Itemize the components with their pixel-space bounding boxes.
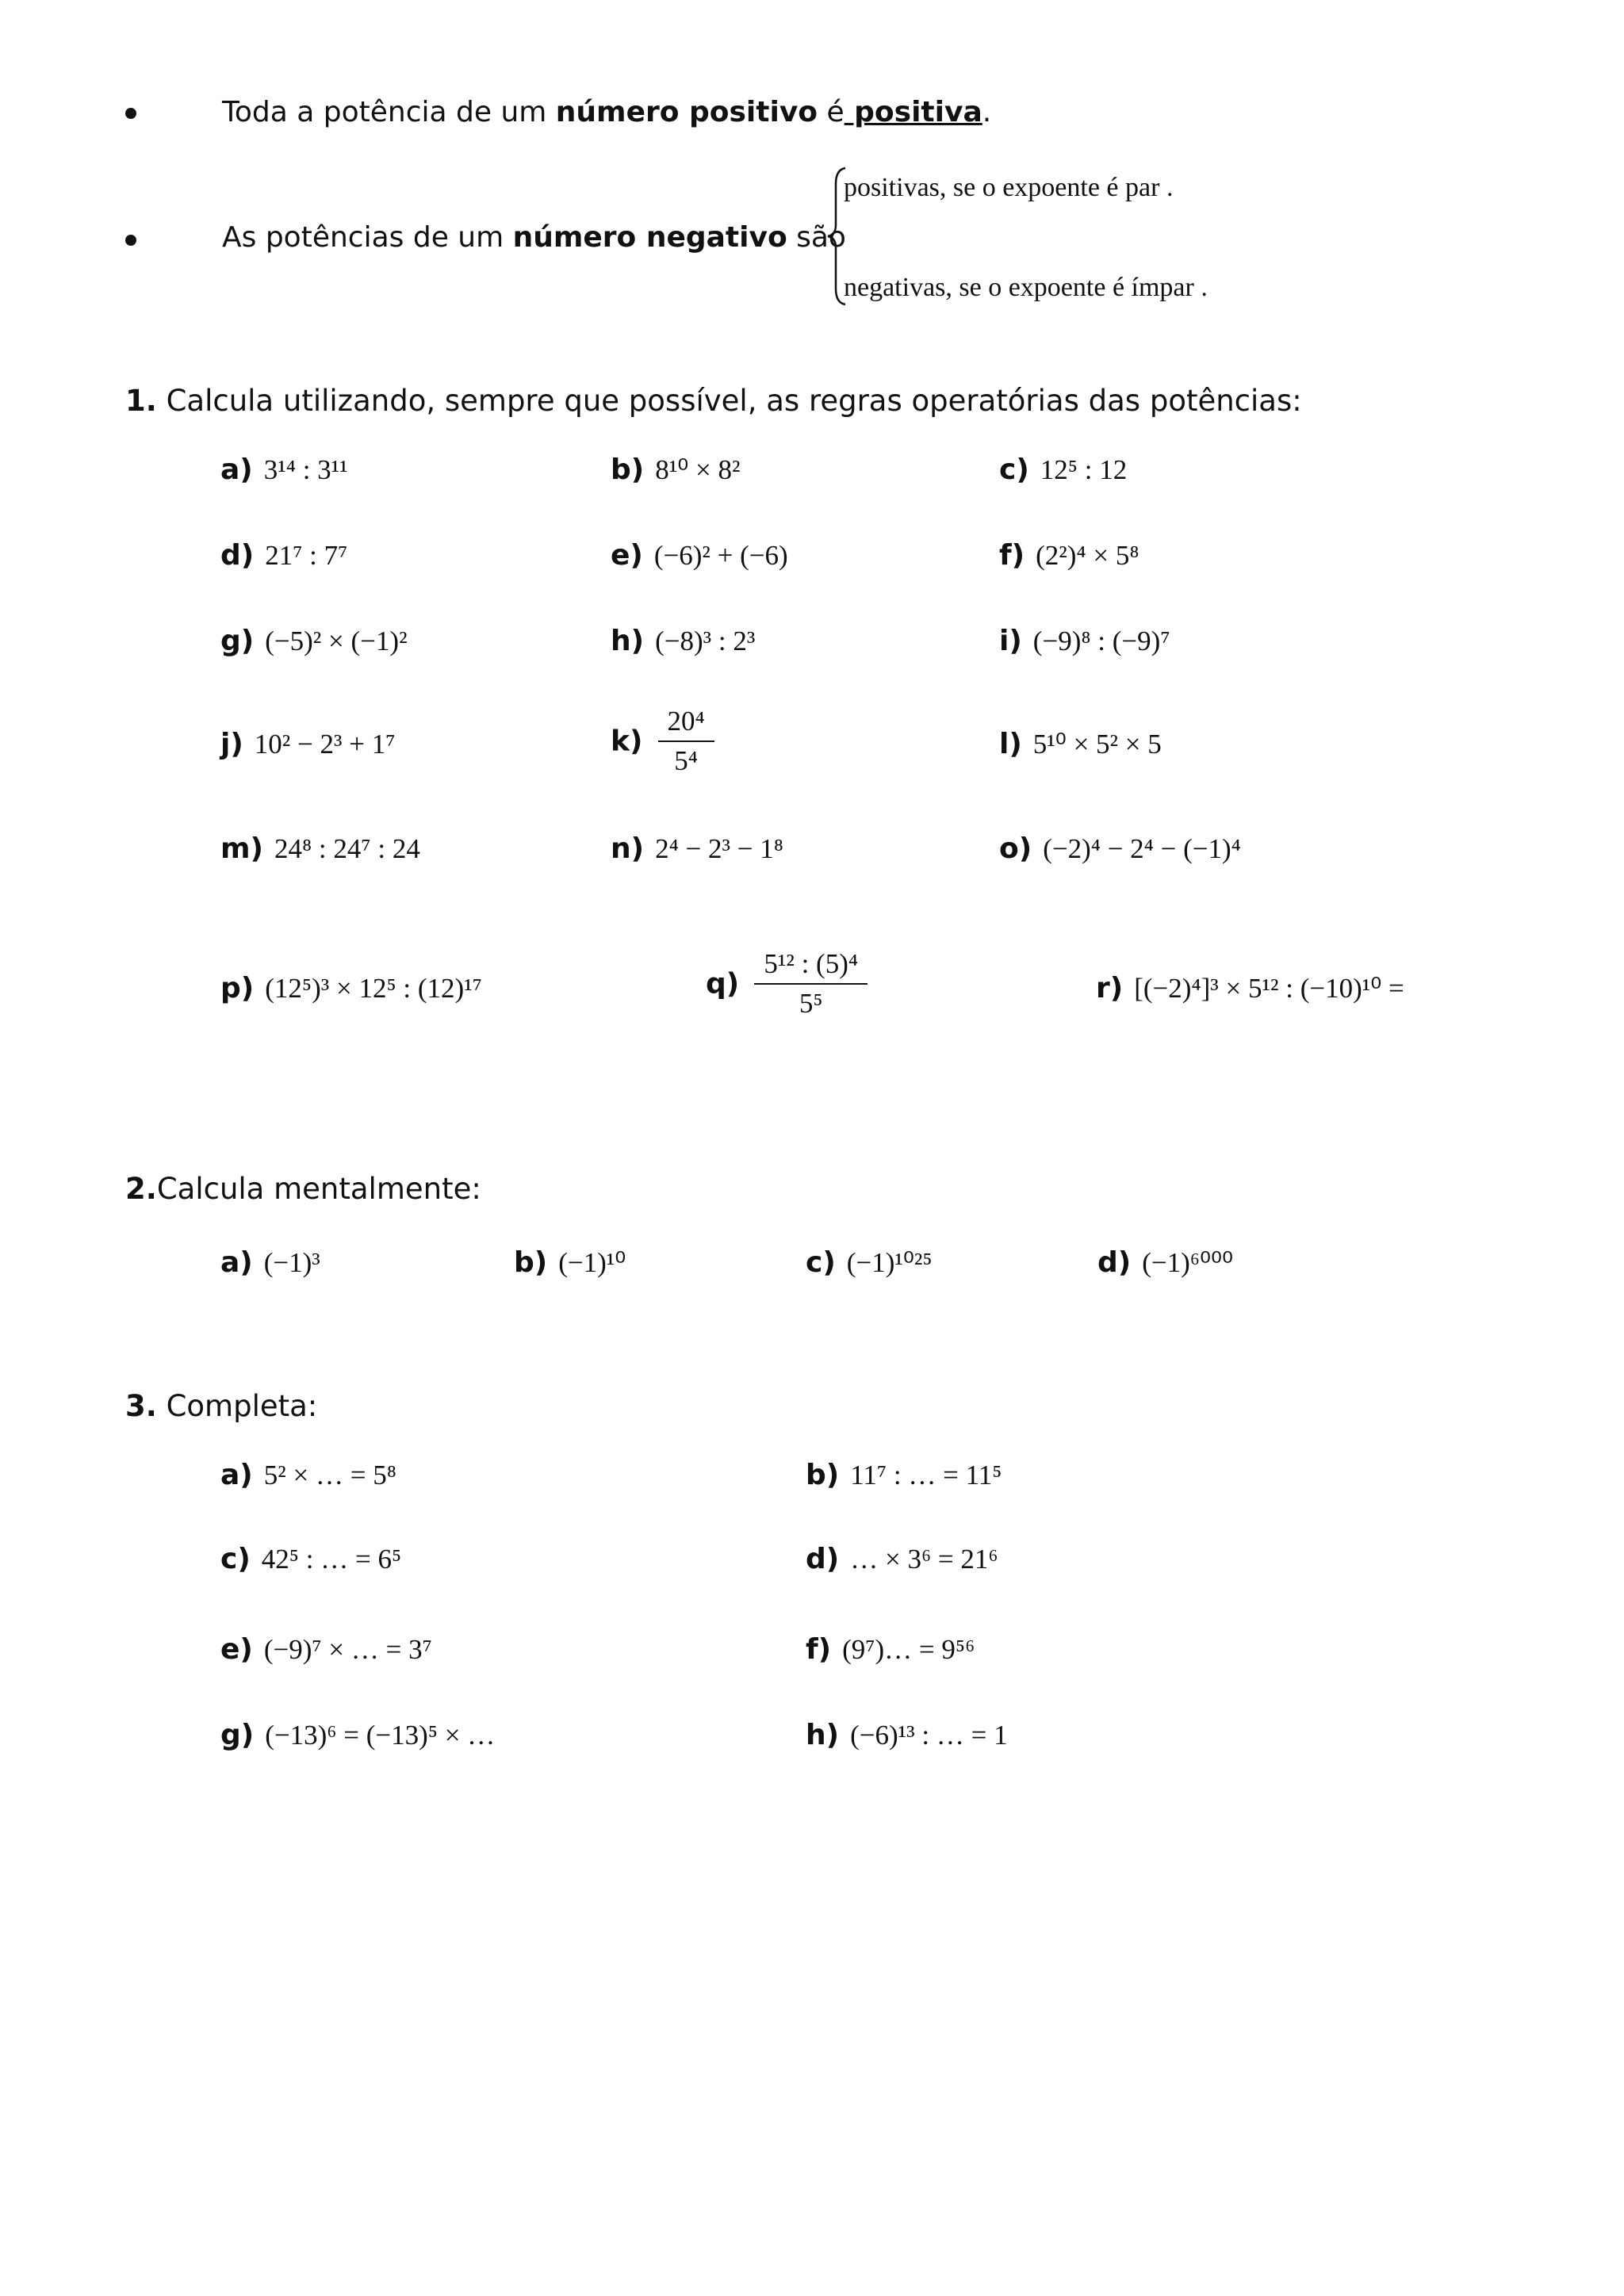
q1-item-o xyxy=(999,832,1241,880)
q1-item-l xyxy=(999,728,1162,775)
q3-item-e xyxy=(220,1633,432,1681)
question-3-heading xyxy=(125,1389,317,1423)
item-label: k) xyxy=(611,725,643,758)
item-label: a) xyxy=(220,1459,253,1491)
item-label: c) xyxy=(999,453,1029,486)
item-expression: 12⁵ : 12 xyxy=(1040,453,1128,485)
item-expression: (9⁷)… = 9⁵⁶ xyxy=(842,1633,975,1665)
q1-item-g xyxy=(220,625,408,672)
item-label: c) xyxy=(220,1543,251,1575)
item-expression: (−9)⁸ : (−9)⁷ xyxy=(1032,625,1170,656)
q1-item-c xyxy=(999,453,1127,501)
item-label: g) xyxy=(220,1719,255,1751)
q1-item-p xyxy=(220,972,482,1020)
item-label: o) xyxy=(999,832,1032,865)
q1-item-j xyxy=(220,728,395,775)
rule-negative-base xyxy=(222,220,846,255)
q1-item-q xyxy=(706,948,868,1051)
item-expression: 24⁸ : 24⁷ : 24 xyxy=(274,832,420,864)
item-label: e) xyxy=(611,539,643,572)
fraction-numerator: 20⁴ xyxy=(658,706,714,742)
q1-item-a xyxy=(220,453,348,501)
item-label: d) xyxy=(806,1543,840,1575)
item-expression: (−1)⁶⁰⁰⁰ xyxy=(1142,1246,1234,1278)
item-label: e) xyxy=(220,1633,253,1666)
rule-bold-term: número positivo xyxy=(555,96,818,128)
q3-item-a xyxy=(220,1459,396,1506)
rule-text: são xyxy=(787,221,846,254)
q1-item-m xyxy=(220,832,420,880)
rule-text: é xyxy=(818,96,845,128)
item-expression: 42⁵ : … = 6⁵ xyxy=(261,1543,402,1575)
rule-text: . xyxy=(982,96,992,128)
item-expression: (12⁵)³ × 12⁵ : (12)¹⁷ xyxy=(265,972,482,1004)
question-text: Completa: xyxy=(156,1389,318,1423)
item-label: p) xyxy=(220,972,255,1004)
item-expression: (−8)³ : 2³ xyxy=(655,625,756,656)
q2-item-d xyxy=(1097,1246,1233,1294)
item-label: h) xyxy=(806,1719,840,1751)
item-label: a) xyxy=(220,453,253,486)
rule-text: Toda a potência de um xyxy=(222,96,556,128)
question-1-heading xyxy=(125,384,1302,418)
item-expression: (−13)⁶ = (−13)⁵ × … xyxy=(265,1719,496,1751)
item-expression: 2⁴ − 2³ − 1⁸ xyxy=(655,832,783,864)
item-expression: (−2)⁴ − 2⁴ − (−1)⁴ xyxy=(1043,832,1241,864)
brace-case-negative: negativas, se o expoente é ímpar . xyxy=(844,273,1208,302)
item-label: a) xyxy=(220,1246,253,1279)
bullet-dot xyxy=(125,235,136,246)
q1-item-f xyxy=(999,539,1139,587)
fraction xyxy=(658,706,714,777)
fraction xyxy=(754,948,868,1020)
q1-item-r xyxy=(1096,972,1404,1020)
item-expression: 3¹⁴ : 3¹¹ xyxy=(263,453,348,485)
q3-item-d xyxy=(806,1543,998,1590)
item-expression: (2²)⁴ × 5⁸ xyxy=(1036,539,1139,571)
q3-item-c xyxy=(220,1543,401,1590)
q1-item-b xyxy=(611,453,741,501)
item-label: n) xyxy=(611,832,645,865)
item-label: b) xyxy=(806,1459,840,1491)
item-expression: 11⁷ : … = 11⁵ xyxy=(850,1459,1002,1490)
item-expression: 5¹⁰ × 5² × 5 xyxy=(1032,728,1162,760)
brace-case-positive: positivas, se o expoente é par . xyxy=(844,173,1174,202)
question-text: Calcula mentalmente: xyxy=(156,1172,481,1206)
item-expression: 10² − 2³ + 1⁷ xyxy=(254,728,396,760)
q1-item-n xyxy=(611,832,783,880)
item-label: d) xyxy=(1097,1246,1132,1279)
rule-underlined-term: positiva xyxy=(844,96,982,128)
item-label: f) xyxy=(999,539,1025,572)
q1-item-d xyxy=(220,539,347,587)
question-number: 3. xyxy=(125,1389,157,1423)
item-expression: [(−2)⁴]³ × 5¹² : (−10)¹⁰ = xyxy=(1134,972,1404,1004)
fraction-denominator: 5⁴ xyxy=(674,745,698,776)
fraction-denominator: 5⁵ xyxy=(799,988,823,1019)
item-expression: (−6)¹³ : … = 1 xyxy=(850,1719,1008,1751)
q3-item-f xyxy=(806,1633,975,1681)
item-label: h) xyxy=(611,625,645,657)
item-label: r) xyxy=(1096,972,1124,1004)
rule-bold-term: número negativo xyxy=(512,221,787,254)
item-label: q) xyxy=(706,967,740,1001)
item-expression: (−1)¹⁰ xyxy=(558,1246,626,1278)
q2-item-c xyxy=(806,1246,933,1294)
q1-item-i xyxy=(999,625,1170,672)
question-2-heading xyxy=(125,1172,481,1206)
fraction-numerator: 5¹² : (5)⁴ xyxy=(754,948,868,985)
q3-item-h xyxy=(806,1719,1008,1766)
item-label: j) xyxy=(220,728,243,760)
item-label: b) xyxy=(514,1246,548,1279)
item-label: m) xyxy=(220,832,263,865)
item-expression: (−6)² + (−6) xyxy=(653,539,788,571)
q1-item-h xyxy=(611,625,755,672)
item-expression: 8¹⁰ × 8² xyxy=(655,453,741,485)
item-label: d) xyxy=(220,539,255,572)
rule-positive-base xyxy=(222,95,991,130)
item-label: c) xyxy=(806,1246,836,1279)
question-text: Calcula utilizando, sempre que possível, as regras operatórias das potências: xyxy=(156,384,1302,418)
item-expression: … × 3⁶ = 21⁶ xyxy=(850,1543,998,1575)
item-expression: (−9)⁷ × … = 3⁷ xyxy=(263,1633,432,1665)
q2-item-a xyxy=(220,1246,320,1294)
q1-item-k xyxy=(611,706,714,801)
question-number: 2. xyxy=(125,1172,157,1206)
item-label: f) xyxy=(806,1633,832,1666)
q3-item-b xyxy=(806,1459,1002,1506)
item-label: g) xyxy=(220,625,255,657)
q1-item-e xyxy=(611,539,788,587)
bullet-dot xyxy=(125,108,136,119)
item-label: i) xyxy=(999,625,1022,657)
item-label: b) xyxy=(611,453,645,486)
q2-item-b xyxy=(514,1246,626,1294)
item-expression: (−5)² × (−1)² xyxy=(265,625,408,656)
rule-text: As potências de um xyxy=(222,221,513,254)
item-expression: 5² × … = 5⁸ xyxy=(263,1459,396,1490)
item-label: l) xyxy=(999,728,1022,760)
q3-item-g xyxy=(220,1719,495,1766)
item-expression: (−1)³ xyxy=(263,1246,320,1278)
question-number: 1. xyxy=(125,384,157,418)
item-expression: (−1)¹⁰²⁵ xyxy=(846,1246,933,1278)
item-expression: 21⁷ : 7⁷ xyxy=(265,539,348,571)
